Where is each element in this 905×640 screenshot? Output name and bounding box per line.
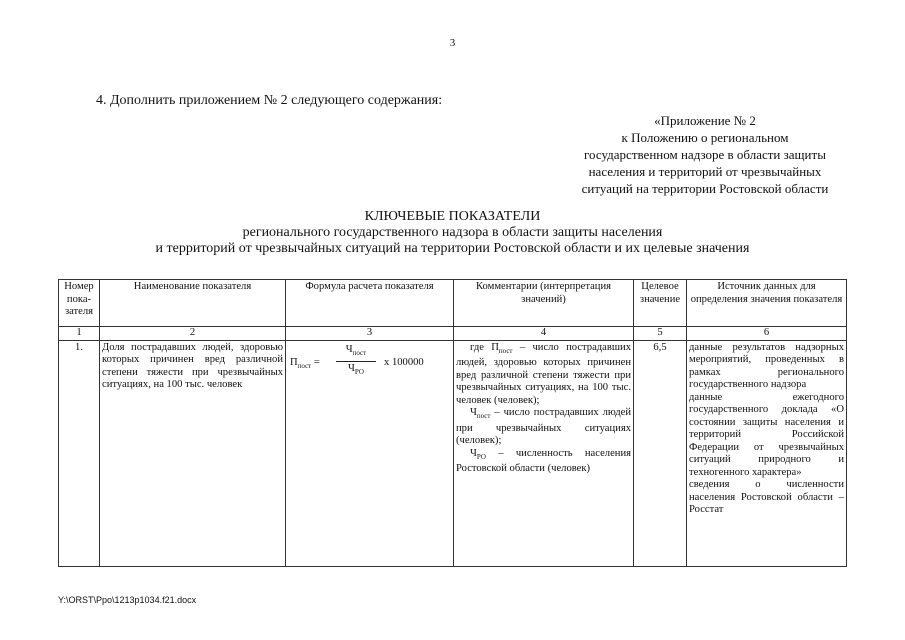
intro-paragraph: 4. Дополнить приложением № 2 следующего содержания:	[96, 93, 443, 108]
header-cell: Номер пока-зателя	[59, 280, 100, 327]
header-cell: Наименование показателя	[100, 280, 286, 327]
indicator-formula	[286, 340, 454, 566]
header-cell: Источник данных для определения значения показателя	[687, 280, 847, 327]
header-cell: Целевое значение	[634, 280, 687, 327]
source-paragraph: данные результатов надзорных мероприятий, проведенных в рамках регионального государственного надзора	[689, 341, 844, 390]
table-header-row	[59, 280, 847, 327]
column-number-row	[59, 327, 847, 341]
source-paragraph: данные ежегодного государственного доклада «О состоянии защиты населения и территорий Российской Федерации от чрезвычайных ситуаций природного и техногенного характера»	[689, 391, 844, 478]
title-line-1: КЛЮЧЕВЫЕ ПОКАЗАТЕЛИ	[364, 209, 541, 224]
page-number: 3	[449, 37, 456, 49]
formula-numerator: $Ч_{пост}$	[336, 344, 376, 363]
formula-left: $П_{пост}$ =	[290, 356, 320, 370]
file-path-footer: Y:\ORST\Ppo\1213p1034.f21.docx	[58, 595, 197, 605]
formula-denominator: $Ч_{РО}$	[348, 363, 364, 377]
title-line-3: и территорий от чрезвычайных ситуаций на территории Ростовской области и их целевые значения	[155, 241, 750, 256]
target-value: 6,5	[634, 340, 687, 566]
appendix-line: «Приложение № 2	[654, 113, 756, 128]
formula-fraction	[336, 344, 376, 379]
column-number: 5	[634, 327, 687, 341]
header-cell: Комментарии (интерпретация значений)	[454, 280, 634, 327]
formula-multiplier: х 100000	[384, 356, 424, 368]
column-number: 6	[687, 327, 847, 341]
document-title	[0, 209, 905, 257]
column-number: 4	[454, 327, 634, 341]
key-indicators-table	[58, 279, 847, 567]
source-paragraph: сведения о численности населения Ростовской области – Росстат	[689, 479, 844, 515]
appendix-line: населения и территорий от чрезвычайных	[588, 164, 822, 179]
appendix-line: государственном надзоре в области защиты	[584, 147, 826, 162]
data-source	[687, 340, 847, 566]
header-cell: Формула расчета показателя	[286, 280, 454, 327]
comment-paragraph: где $П_{пост}$ – число пострадавших людей, здоровью которых причинен вред различной степени тяжести при чрезвычайных ситуациях, на 100 тыс. человек (человек);	[456, 341, 631, 406]
comment-paragraph: $Ч_{пост}$ – число пострадавших людей при чрезвычайных ситуациях (человек);	[456, 407, 631, 447]
indicator-name: Доля пострадавших людей, здоровью которых причинен вред различной степени тяжести при чрезвычайных ситуациях, на 100 тыс. человек	[100, 340, 286, 566]
appendix-line: к Положению о региональном	[621, 130, 789, 145]
table-row	[59, 340, 847, 566]
appendix-heading	[540, 112, 870, 197]
title-line-2: регионального государственного надзора в области защиты населения	[242, 225, 663, 240]
indicator-comments	[454, 340, 634, 566]
column-number: 3	[286, 327, 454, 341]
appendix-line: ситуаций на территории Ростовской области	[581, 181, 829, 196]
comment-paragraph: $Ч_{РО}$ – численность населения Ростовской области (человек)	[456, 447, 631, 475]
column-number: 2	[100, 327, 286, 341]
column-number: 1	[59, 327, 100, 341]
indicator-number: 1.	[59, 340, 100, 566]
